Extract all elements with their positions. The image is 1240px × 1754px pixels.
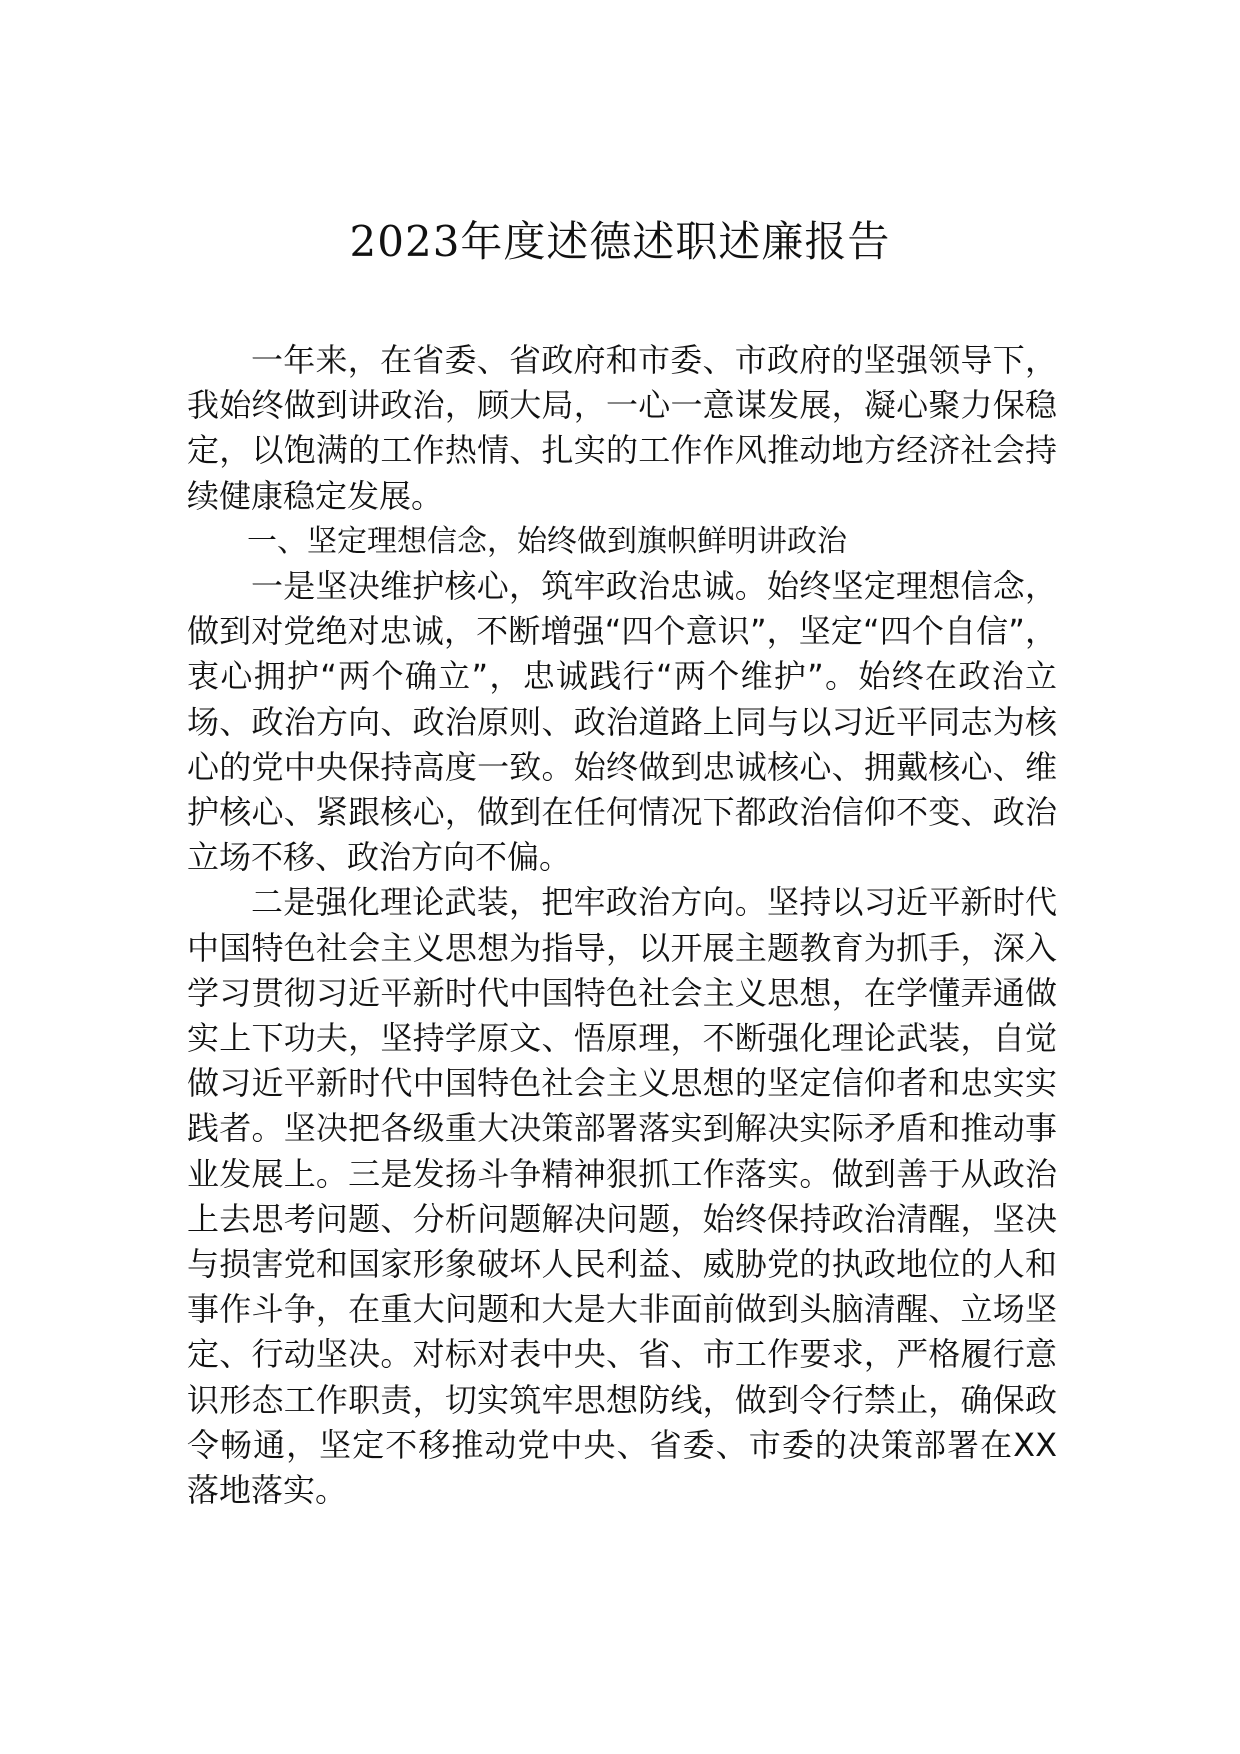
body-paragraph: 一是坚决维护核心，筑牢政治忠诚。始终坚定理想信念，做到对党绝对忠诚，不断增强“四个意识”，坚定“四个自信”，衷心拥护“两个确立”，忠诚践行“两个维护”。始终在政治立场、政治方向、政治原则、政治道路上同与以习近平同志为核心的党中央保持高度一致。始终做到忠诚核心、拥戴核心、维护核心、紧跟核心，做到在任何情况下都政治信仰不变、政治立场不移、政治方向不偏。 [187,567,1057,877]
document-title: 2023年度述德述职述廉报告 [349,217,891,266]
document-body [187,338,1057,1513]
section-heading: 一、坚定理想信念，始终做到旗帜鲜明讲政治 [247,523,847,559]
body-paragraph: 二是强化理论武装，把牢政治方向。坚持以习近平新时代中国特色社会主义思想为指导，以开展主题教育为抓手，深入学习贯彻习近平新时代中国特色社会主义思想，在学懂弄通做实上下功夫，坚持学原文、悟原理，不断强化理论武装，自觉做习近平新时代中国特色社会主义思想的坚定信仰者和忠实实践者。坚决把各级重大决策部署落实到解决实际矛盾和推动事业发展上。三是发扬斗争精神狠抓工作落实。做到善于从政治上去思考问题、分析问题解决问题，始终保持政治清醒，坚决与损害党和国家形象破坏人民利益、威胁党的执政地位的人和事作斗争，在重大问题和大是大非面前做到头脑清醒、立场坚定、行动坚决。对标对表中央、省、市工作要求，严格履行意识形态工作职责，切实筑牢思想防线，做到令行禁止，确保政令畅通，坚定不移推动党中央、省委、市委的决策部署在XX落地落实。 [187,883,1057,1510]
intro-paragraph: 一年来，在省委、省政府和市委、市政府的坚强领导下，我始终做到讲政治，顾大局，一心一意谋发展，凝心聚力保稳定，以饱满的工作热情、扎实的工作作风推动地方经济社会持续健康稳定发展。 [187,341,1057,515]
